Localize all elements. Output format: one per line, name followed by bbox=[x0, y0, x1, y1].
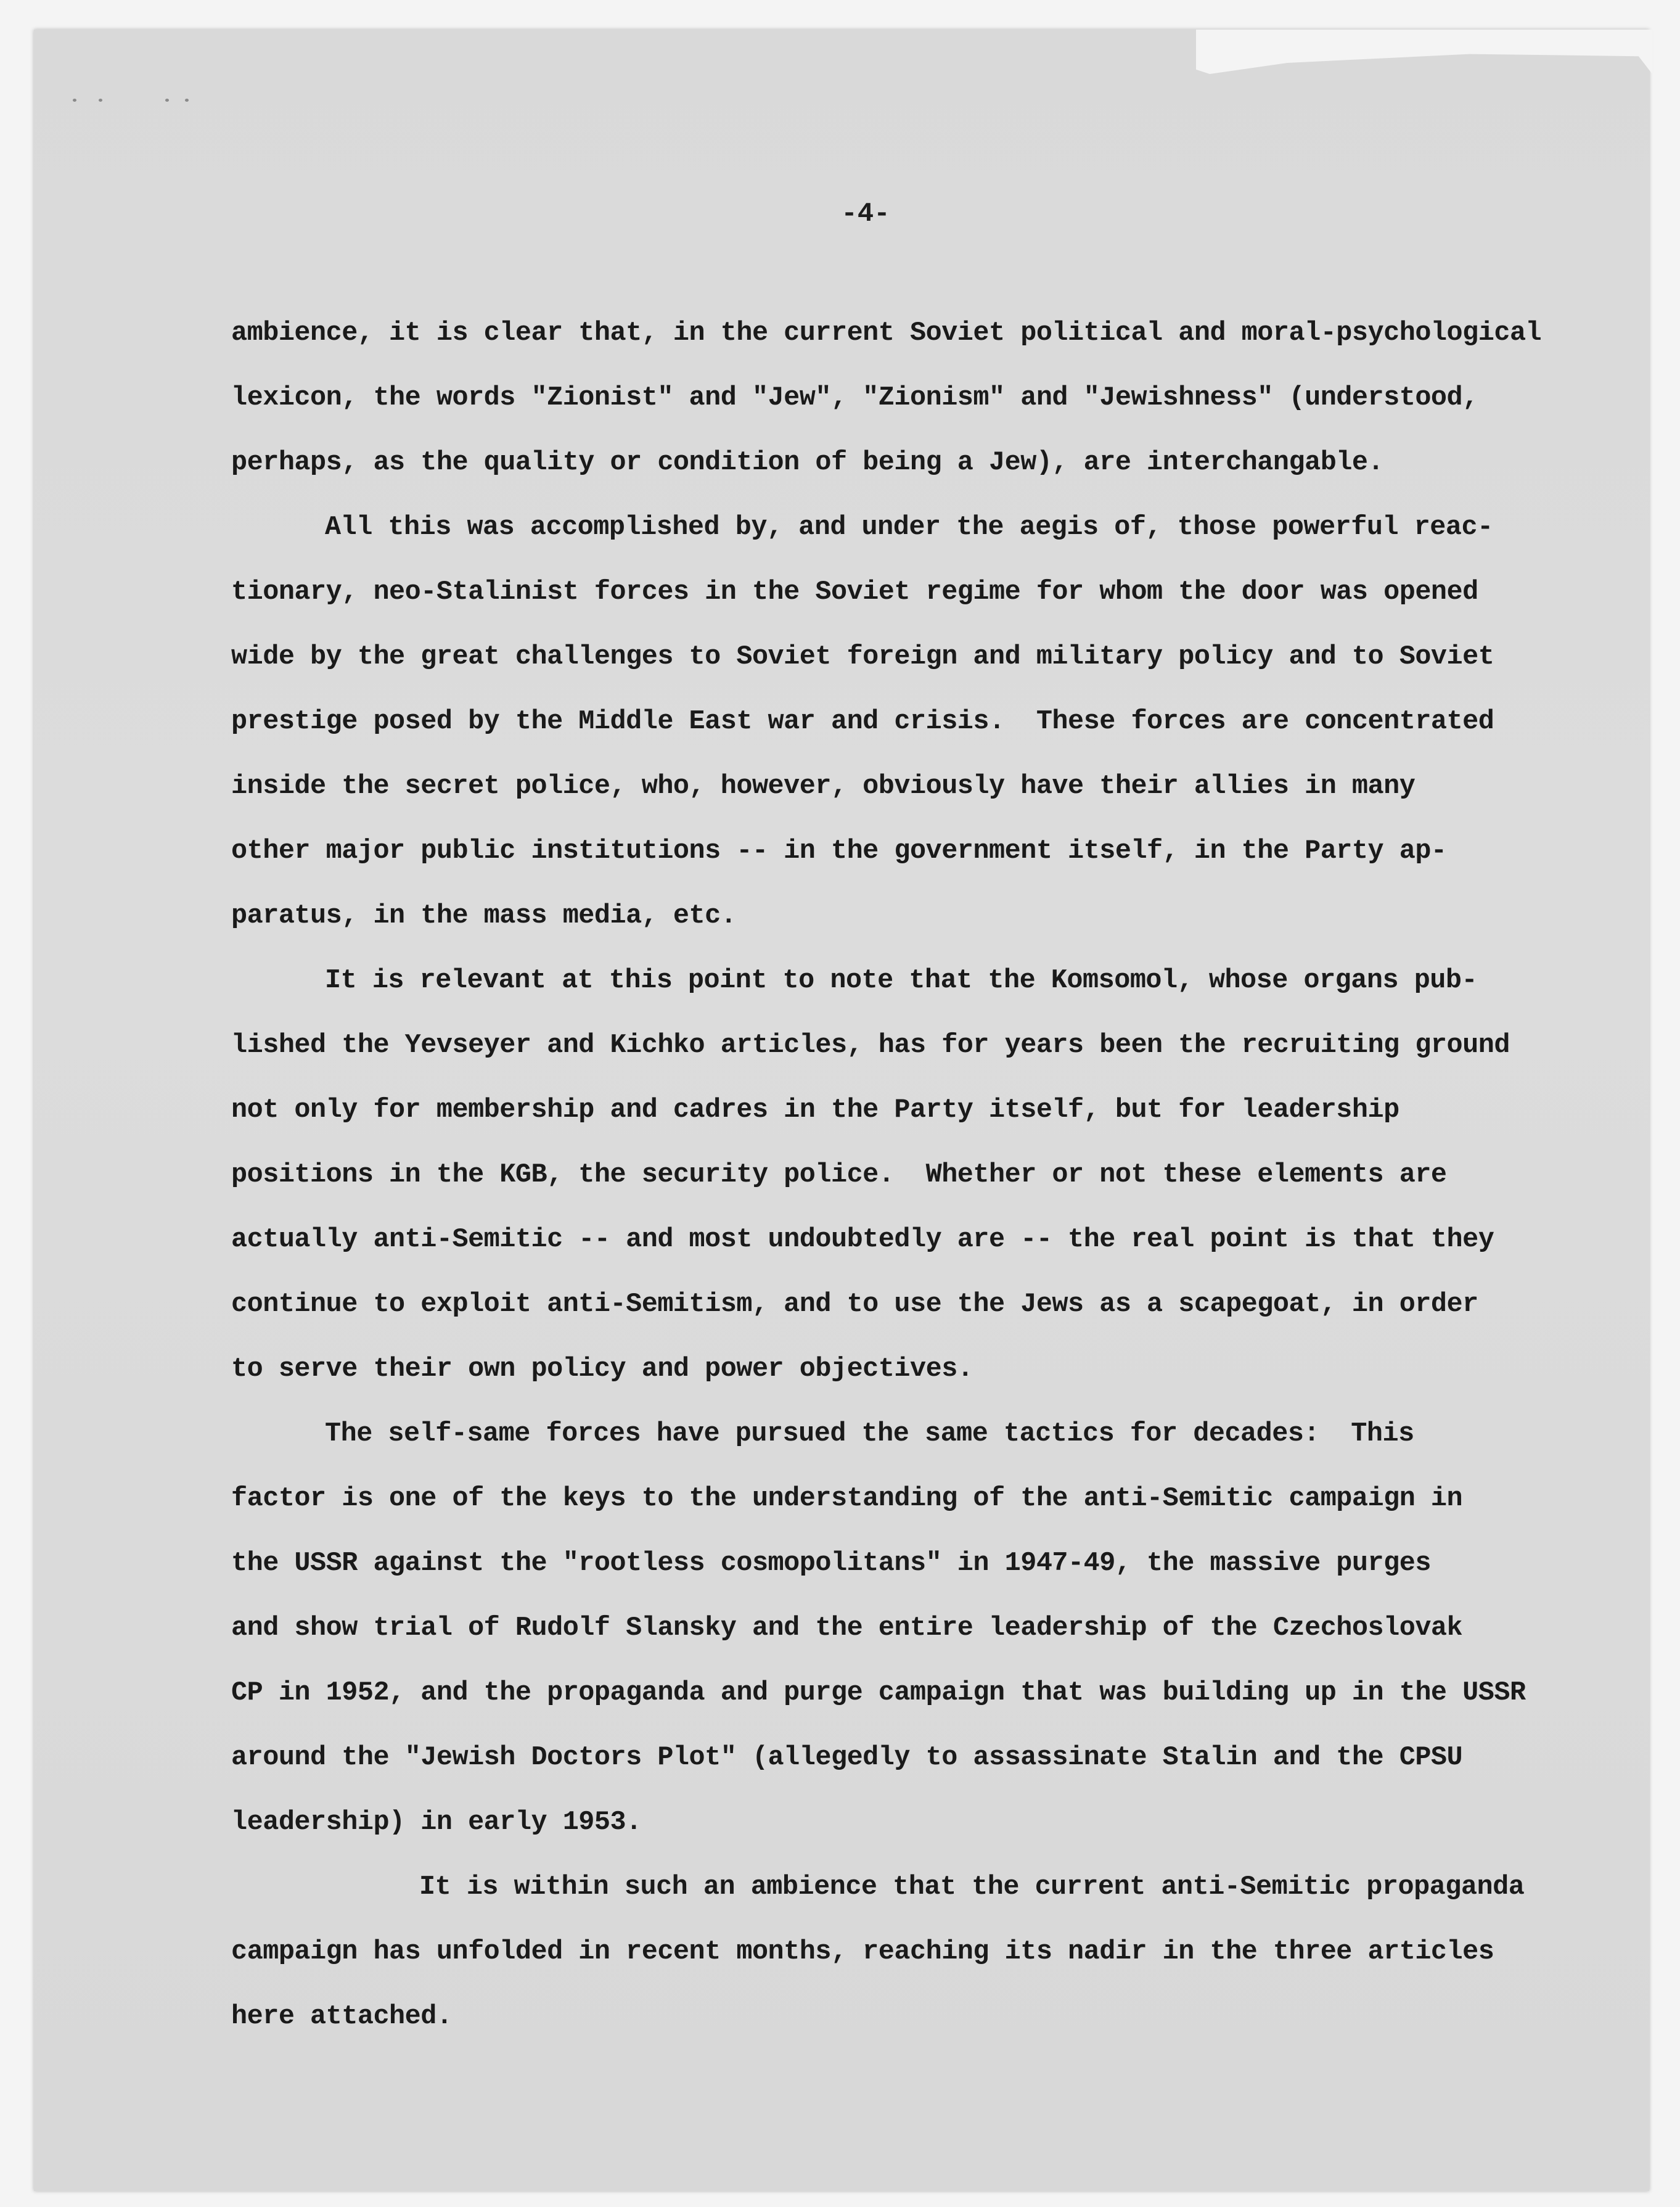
text-line: wide by the great challenges to Soviet foreign and military policy and to Soviet bbox=[231, 642, 1494, 672]
text-line: prestige posed by the Middle East war and crisis. These forces are concentrated bbox=[231, 707, 1494, 737]
text-line: continue to exploit anti-Semitism, and to use the Jews as a scapegoat, in order bbox=[231, 1289, 1478, 1320]
text-line: inside the secret police, who, however, obviously have their allies in many bbox=[231, 771, 1416, 802]
text-line: tionary, neo-Stalinist forces in the Soviet regime for whom the door was opened bbox=[231, 577, 1478, 607]
text-line: lexicon, the words "Zionist" and "Jew", "Zionism" and "Jewishness" (understood, bbox=[231, 383, 1478, 413]
text-line: CP in 1952, and the propaganda and purge campaign that was building up in the USSR bbox=[231, 1678, 1526, 1708]
text-line: ambience, it is clear that, in the current Soviet political and moral-psychological bbox=[231, 318, 1542, 348]
paragraph-first-line: It is within such an ambience that the current anti-Semitic propaganda bbox=[419, 1872, 1525, 1902]
text-line: to serve their own policy and power objectives. bbox=[231, 1354, 973, 1384]
text-line: lished the Yevseyer and Kichko articles, has for years been the recruiting ground bbox=[231, 1030, 1510, 1061]
text-line: leadership) in early 1953. bbox=[231, 1807, 642, 1838]
text-line: factor is one of the keys to the understanding of the anti-Semitic campaign in bbox=[231, 1484, 1463, 1514]
paragraph-first-line: The self-same forces have pursued the same tactics for decades: This bbox=[325, 1419, 1414, 1449]
text-line: here attached. bbox=[231, 2002, 453, 2032]
body-text bbox=[231, 301, 1606, 2049]
text-line: other major public institutions -- in the government itself, in the Party ap- bbox=[231, 836, 1447, 866]
text-line: perhaps, as the quality or condition of being a Jew), are interchangable. bbox=[231, 448, 1384, 478]
text-line: paratus, in the mass media, etc. bbox=[231, 901, 737, 931]
smudge-mark bbox=[185, 99, 189, 102]
text-line: positions in the KGB, the security police. Whether or not these elements are bbox=[231, 1160, 1447, 1190]
text-line: not only for membership and cadres in the Party itself, but for leadership bbox=[231, 1095, 1399, 1125]
text-line: and show trial of Rudolf Slansky and the entire leadership of the Czechoslovak bbox=[231, 1613, 1463, 1643]
smudge-mark bbox=[73, 99, 76, 102]
paragraph-first-line: It is relevant at this point to note that the Komsomol, whose organs pub- bbox=[325, 966, 1478, 996]
text-line: actually anti-Semitic -- and most undoubtedly are -- the real point is that they bbox=[231, 1225, 1494, 1255]
paragraph-first-line: All this was accomplished by, and under the aegis of, those powerful reac- bbox=[325, 512, 1493, 543]
smudge-mark bbox=[99, 99, 102, 102]
page-number: -4- bbox=[841, 199, 890, 229]
text-line: campaign has unfolded in recent months, reaching its nadir in the three articles bbox=[231, 1937, 1494, 1967]
text-line: around the "Jewish Doctors Plot" (allegedly to assassinate Stalin and the CPSU bbox=[231, 1743, 1463, 1773]
smudge-mark bbox=[165, 99, 169, 102]
text-line: the USSR against the "rootless cosmopolitans" in 1947-49, the massive purges bbox=[231, 1548, 1431, 1579]
